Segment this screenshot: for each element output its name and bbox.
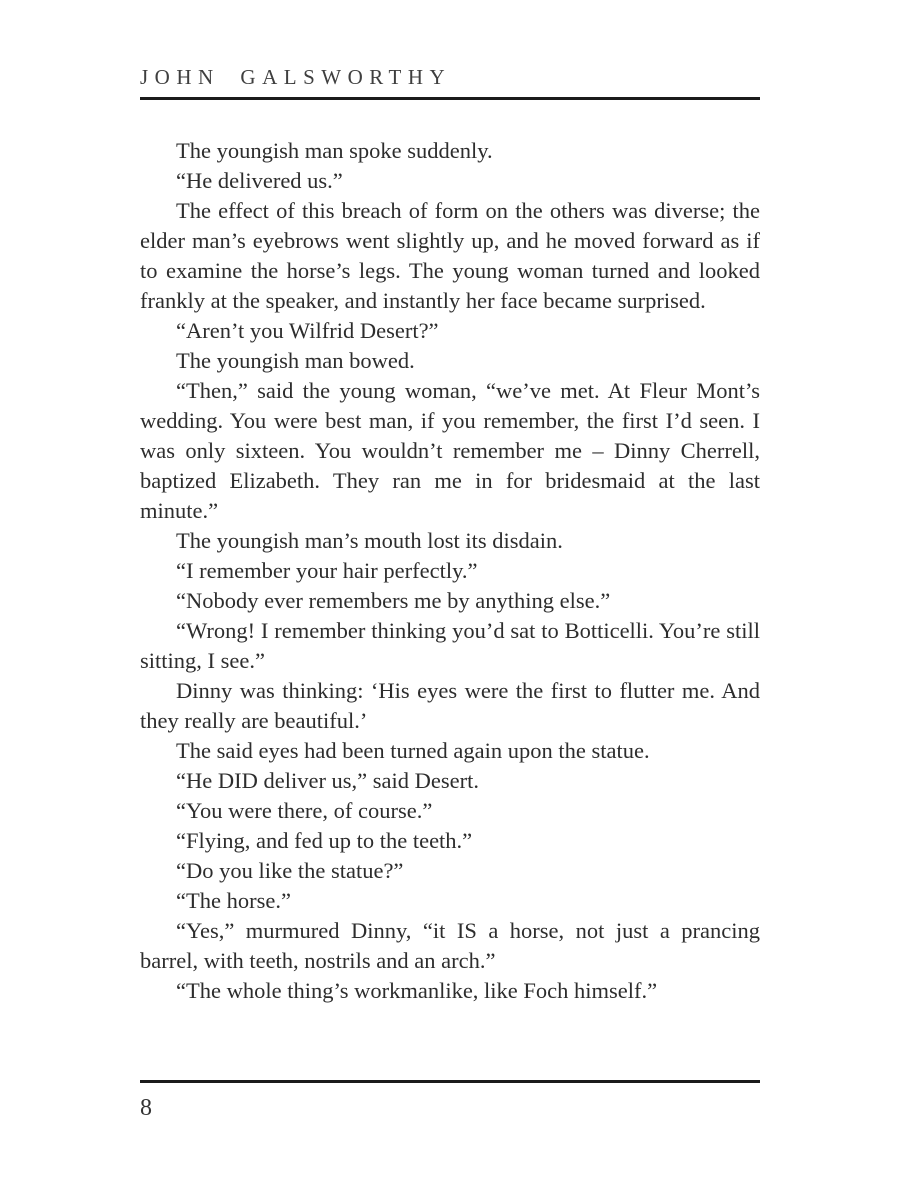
page-footer (140, 1080, 760, 1122)
paragraph: “Do you like the statue?” (176, 858, 404, 883)
paragraph: “Aren’t you Wilfrid Desert?” (176, 318, 439, 343)
paragraph: The effect of this breach of form on the others was diverse; the elder man’s eyebrows went slightly up, and he moved forward as if to examine the horse’s legs. The young woman turned and looked frankly at the speaker, and instantly her face became surprised. (140, 198, 760, 313)
running-head-author: JOHN GALSWORTHY (140, 65, 452, 89)
paragraph: “Flying, and fed up to the teeth.” (176, 828, 473, 853)
paragraph: “I remember your hair perfectly.” (176, 558, 478, 583)
page-header (140, 64, 760, 100)
paragraph: “The whole thing’s workmanlike, like Foch himself.” (176, 978, 658, 1003)
paragraph: “Wrong! I remember thinking you’d sat to Botticelli. You’re still sitting, I see.” (140, 618, 760, 673)
paragraph: “He delivered us.” (176, 168, 343, 193)
footer-rule (140, 1080, 760, 1083)
paragraph: “You were there, of course.” (176, 798, 433, 823)
paragraph: “Then,” said the young woman, “we’ve met. At Fleur Mont’s wedding. You were best man, if you remember, the first I’d seen. I was only sixteen. You wouldn’t remember me – Dinny Cherrell, baptized Elizabeth. They ran me in for bridesmaid at the last minute.” (140, 378, 760, 523)
paragraph: “Nobody ever remembers me by anything else.” (176, 588, 611, 613)
paragraph: The youngish man’s mouth lost its disdain. (176, 528, 563, 553)
paragraph: The said eyes had been turned again upon the statue. (176, 738, 650, 763)
paragraph: The youngish man spoke suddenly. (176, 138, 493, 163)
paragraph: Dinny was thinking: ‘His eyes were the first to flutter me. And they really are beautiful.’ (140, 678, 760, 733)
page-number: 8 (140, 1095, 152, 1121)
paragraph: “Yes,” murmured Dinny, “it IS a horse, not just a prancing barrel, with teeth, nostrils and an arch.” (140, 918, 760, 973)
body-text (140, 136, 760, 1006)
paragraph: “The horse.” (176, 888, 291, 913)
paragraph: The youngish man bowed. (176, 348, 415, 373)
header-rule (140, 97, 760, 100)
paragraph: “He DID deliver us,” said Desert. (176, 768, 480, 793)
